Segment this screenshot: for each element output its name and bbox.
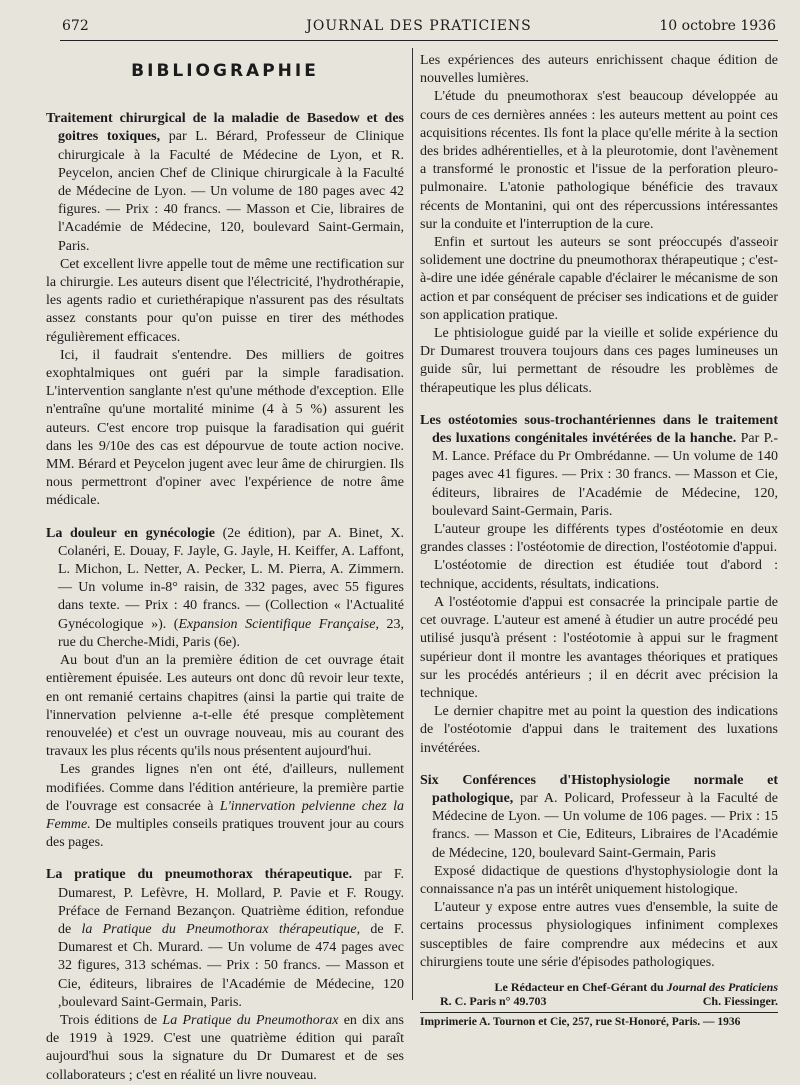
paragraph-text: Trois éditions de <box>60 1012 163 1028</box>
page-header <box>60 18 778 41</box>
review-paragraph: Ici, il faudrait s'entendre. Des milliers de goitres exophtalmiques ont guéri par la simple faradisation. L'intervention sanglante n'est qu'une méthode d'exception. Elle n'entraîne qu'une mortalité minime (4 à 5 %) assurent les auteurs. C'est encore trop puisque la faradisation qui guérit dans les 9/10e des cas est dépourvue de toute action nocive. MM. Bérard et Peycelon jugent avec leur âme de chirurgien. Ils nous permettront d'opiner avec l'expérience de notre âme médicale. <box>46 347 404 509</box>
paragraph-text: De multiples conseils pratiques trouvent jour au cours des pages. <box>46 816 404 851</box>
review-title: Traitement chirurgical de la maladie de Basedow et des goitres toxiques, <box>46 111 404 145</box>
review-paragraph <box>46 1012 404 1085</box>
review-citation: par F. Dumarest, P. Lefèvre, H. Mollard, P. Pavie et F. Rougy. Préface de Fernand Bezançon. Quatrième édition, refondue de <box>58 867 404 937</box>
review-paragraph: L'auteur groupe les différents types d'ostéotomie en deux grandes classes : l'ostéotomie de direction, l'ostéotomie d'appui. <box>420 522 778 556</box>
review-citation: (2e édition), par A. Binet, X. Colanéri, E. Douay, F. Jayle, G. Jayle, H. Keiffer, A. Laffont, L. Michon, L. Netter, A. Pecker, L. M. Pierra, A. Zimmern. — Un volume in-8° raisin, de 332 pages, avec 55 figures dans texte. — Prix : 40 francs. — (Collection « l'Actualité Gynécologique »). ( <box>58 525 404 632</box>
review-title: Les ostéotomies sous-trochantériennes dans le traitement des luxations congénitales invétérées de la hanche. <box>420 412 778 447</box>
review-entry-histophysiologie <box>420 772 778 863</box>
review-paragraph: L'ostéotomie de direction est étudiée tout d'abord : technique, accidents, résultats, indications. <box>420 558 778 592</box>
review-citation-end: , 23, rue du Cherche-Midi, Paris (6e). <box>58 616 405 650</box>
review-paragraph: Les expériences des auteurs enrichissent chaque édition de nouvelles lumières. <box>420 53 778 87</box>
paragraph-text: Les grandes lignes n'en ont été, d'ailleurs, nullement modifiées. Comme dans l'édition antérieure, la première partie de l'ouvrage est consacrée à <box>46 762 404 814</box>
review-title: La douleur en gynécologie <box>46 525 215 541</box>
review-title: La pratique du pneumothorax thérapeutique. <box>46 867 353 883</box>
column-divider <box>412 48 413 1000</box>
page-number: 672 <box>62 18 89 34</box>
review-paragraph: Cet excellent livre appelle tout de même une rectification sur la chirurgie. Les auteurs disent que l'électricité, l'hydrothérapie, les agents radio et curiethérapique n'assurent pas des résultats assez constants pour qu'on puisse en tirer des méthodes régulièrement efficaces. <box>46 256 404 345</box>
review-paragraph: Le phtisiologue guidé par la vieille et solide expérience du Dr Dumarest trouvera toujours dans ces pages lumineuses un guide sûr, lui permettant de résoudre les problèmes de thérapeutique les plus délicats. <box>420 326 778 396</box>
review-citation: Par P.-M. Lance. Préface du Pr Ombrédanne. — Un volume de 140 pages avec 41 figures. — Prix : 30 francs. — Masson et Cie, éditeurs, libraires de l'Académie de Médecine, 120, boulevard Saint-Germain, Paris. <box>432 431 778 519</box>
printer-line: Imprimerie A. Tournon et Cie, 257, rue St-Honoré, Paris. — 1936 <box>420 1012 778 1029</box>
editor-label: Le Rédacteur en Chef-Gérant du <box>494 979 667 994</box>
review-paragraph: L'auteur y expose entre autres vues d'ensemble, la suite de certains processus physiologiques infiniment complexes susceptibles de faire comprendre aux médecins et aux chirurgiens toute une série d'épisodes pathologiques. <box>420 900 778 970</box>
registration-line <box>420 994 778 1008</box>
review-entry-pneumothorax <box>46 866 404 1012</box>
review-citation: par L. Bérard, Professeur de Clinique chirurgicale à la Faculté de Médecine de Lyon, et R. Peycelon, ancien Chef de Clinique chirurgicale à la Faculté de Médecine de Lyon. — Un volume de 180 pages avec 42 figures. — Prix : 40 francs. — Masson et Cie, libraires de l'Académie de Médecine, 120, boulevard Saint-Germain, Paris. <box>58 129 404 254</box>
left-column <box>46 52 404 1085</box>
review-entry-osteotomies <box>420 412 778 521</box>
italic-title: la Pratique du Pneumothorax thérapeutique, <box>81 921 361 937</box>
italic-title: L'innervation pelvienne chez la Femme. <box>46 798 404 832</box>
review-entry-gynecologie <box>46 525 404 652</box>
review-paragraph: Au bout d'un an la première édition de cet ouvrage était entièrement épuisée. Les auteurs ont donc dû revoir leur texte, en ont remanié certains chapitres (ainsi la partie qui traite de l'innervation pelvienne a-t-elle été presque complètement renouvelée) et c'est un ouvrage nouveau, mis au courant des travaux les plus récents qu'ils nous présentent aujourd'hui. <box>46 653 404 760</box>
page-footer <box>420 980 778 1029</box>
review-paragraph: A l'ostéotomie d'appui est consacrée la principale partie de cet ouvrage. L'auteur est amené à étudier un autre procédé peu utilisé jusqu'à présent : l'ostéotomie à appui sur le fragment supérieur dont il montre les avantages théoriques et pratiques sur les procédés antérieurs ; il en décrit avec précision la technique. <box>420 594 778 701</box>
section-title: BIBLIOGRAPHIE <box>131 61 319 81</box>
review-title: Six Conférences d'Histophysiologie normale et pathologique, <box>420 772 778 806</box>
paragraph-text: en dix ans de 1919 à 1929. C'est une quatrième édition qui paraît aujourd'hui sous la signature du Dr Dumarest et de ses collaborateurs ; c'est en réalité un livre nouveau. <box>46 1012 405 1083</box>
review-paragraph: Exposé didactique de questions d'hystophysiologie dont la connaissance n'a pas un intérêt uniquement histologique. <box>420 863 778 897</box>
review-citation-end: de F. Dumarest et Ch. Murard. — Un volume de 474 pages avec 32 figures, 313 schémas. — Prix : 50 francs. — Masson et Cie, éditeurs, libraires de l'Académie de Médecine, 120 ,boulevard Saint-Germain, Paris. <box>58 921 404 1010</box>
review-paragraph <box>46 761 404 852</box>
publisher-italic: Expansion Scientifique Française <box>178 616 376 632</box>
review-paragraph: L'étude du pneumothorax s'est beaucoup développée au cours de ces dernières années : les auteurs mettent au point ces acquisitions récentes. Ils font la place qu'elle mérite à la section des brides adhérentielles, et à la pleurotomie, dont l'avènement a transformé le pronostic et l'issue de la perforation pleuro-pulmonaire. L'atonie pathologique bénéficie des travaux récents de Montanini, qui ont des répercussions intéressantes sur la conduite et l'interruption de la cure. <box>420 89 778 232</box>
issue-date: 10 octobre 1936 <box>659 18 776 34</box>
review-paragraph: Le dernier chapitre met au point la question des indications de l'ostéotomie d'appui dans le traitement des luxations invétérées. <box>420 704 778 756</box>
journal-name: Journal des Praticiens <box>666 979 778 994</box>
italic-title: La Pratique du Pneumothorax <box>162 1012 339 1028</box>
right-column <box>420 52 778 1029</box>
review-entry-basedow <box>46 110 404 256</box>
journal-title: JOURNAL DES PRATICIENS <box>306 18 532 34</box>
review-paragraph: Enfin et surtout les auteurs se sont préoccupés d'asseoir solidement une doctrine du pneumothorax thérapeutique ; c'est-à-dire une idée générale capable d'éclairer le mécanisme de son action et par conséquent de préciser ses indications et de guider son application pratique. <box>420 235 778 323</box>
rc-number: R. C. Paris n° 49.703 <box>440 993 547 1008</box>
review-citation: par A. Policard, Professeur à la Faculté de Médecine de Lyon. — Un volume de 106 pages. — Prix : 15 francs. — Masson et Cie, Editeurs, Libraires de l'Académie de Médecine, 120, boulevard Saint-Germain, Paris <box>432 790 778 861</box>
editor-line <box>420 980 778 994</box>
editor-signature: Ch. Fiessinger. <box>702 993 778 1008</box>
